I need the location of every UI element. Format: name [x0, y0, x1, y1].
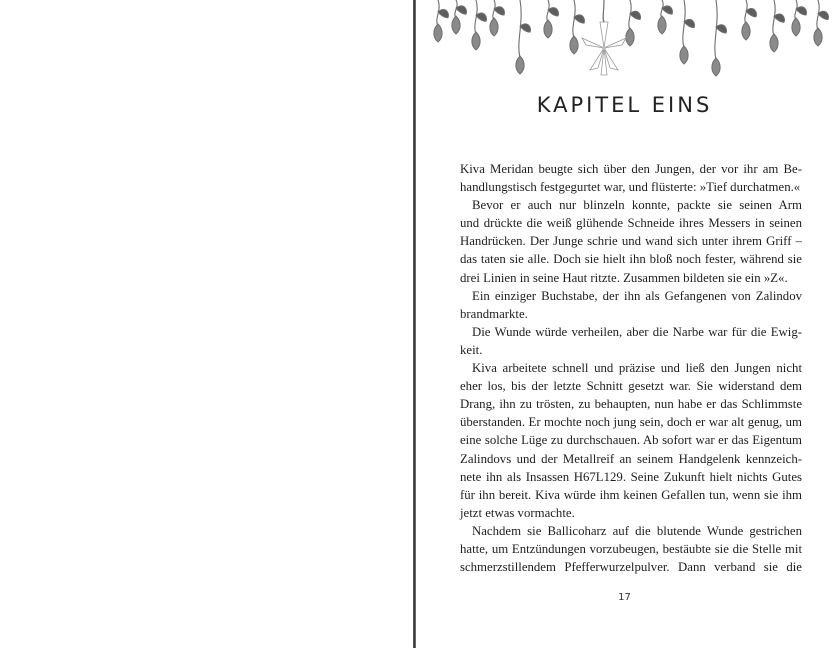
- leaf-icon: [662, 6, 673, 14]
- leaf-icon: [796, 7, 807, 15]
- text-line: Handrücken. Der Junge schrie und wand sich unter ihrem Griff –: [460, 234, 802, 249]
- flower-bud-icon: [814, 28, 822, 46]
- text-line: Nachdem sie Ballicoharz auf die blutende Wunde gestrichen: [472, 523, 802, 538]
- flower-bud-icon: [712, 58, 720, 76]
- text-line: brandmarkte.: [460, 306, 528, 321]
- flower-bud-icon: [770, 34, 778, 52]
- flower-bud-icon: [490, 18, 498, 36]
- leaf-icon: [716, 25, 727, 33]
- leaf-icon: [438, 10, 449, 18]
- text-line: das taten sie alle. Doch sie hielt ihn bloß noch fester, während sie: [460, 252, 802, 267]
- text-line: Kiva arbeitete schnell und präzise und ließ den Jungen nicht: [472, 361, 802, 376]
- flower-bud-icon: [544, 20, 552, 38]
- leaf-icon: [574, 15, 585, 23]
- flower-bud-icon: [680, 46, 688, 64]
- leaf-icon: [684, 19, 695, 27]
- text-line: Drang, ihn zu trösten, zu behaupten, nun habe er das Schlimmste: [460, 397, 802, 412]
- vine-stem: [519, 0, 521, 58]
- leaf-icon: [630, 11, 641, 19]
- flower-bud-icon: [742, 22, 750, 40]
- text-line: für ihn bereit. Kiva würde ihm keinen Gefallen tun, wenn sie ihm: [460, 487, 802, 502]
- text-line: jetzt etwas vormachte.: [460, 505, 575, 520]
- page-number: 17: [618, 592, 631, 603]
- flower-bud-icon: [452, 16, 460, 34]
- flower-bud-icon: [626, 28, 634, 46]
- lily-flower-icon: [582, 22, 626, 75]
- text-line: eher los, bis der letzte Schnitt gesetzt war. Sie widerstand dem: [460, 379, 802, 394]
- text-line: Ein einziger Buchstabe, der ihn als Gefangenen von Zalindov: [472, 288, 802, 303]
- text-line: keit.: [460, 342, 483, 357]
- right-page: [416, 0, 833, 648]
- flower-bud-icon: [792, 18, 800, 36]
- text-line: Zalindovs und der Metallreif an seinem Handgelenk kennzeich-: [460, 451, 802, 466]
- leaf-icon: [818, 11, 829, 19]
- chapter-body-text: [460, 160, 802, 576]
- flower-bud-icon: [516, 56, 524, 74]
- text-line: Kiva Meridan beugte sich über den Jungen, der vor ihr am Be-: [460, 162, 802, 176]
- text-line: hatte, um Entzündungen vorzubeugen, bestäubte sie die Stelle mit: [460, 541, 802, 556]
- text-line: eine solche Lüge zu durchschauen. Ab sofort war er das Eigentum: [460, 433, 802, 448]
- leaf-icon: [520, 24, 531, 32]
- leaf-icon: [548, 8, 559, 16]
- text-line: drei Linien in seine Haut ritzte. Zusammen bildeten sie ein »Z«.: [460, 270, 788, 285]
- text-line: handlungstisch festgegurtet war, und flüsterte: »Tief durchatmen.«: [460, 180, 801, 195]
- leaf-icon: [494, 7, 505, 15]
- leaf-icon: [774, 14, 785, 22]
- text-line: überstanden. Er mochte noch jung sein, doch er war alt genug, um: [460, 415, 802, 430]
- text-line: Die Wunde würde verheilen, aber die Narbe war für die Ewig-: [472, 324, 802, 339]
- leaf-icon: [456, 6, 467, 14]
- vine-stem: [683, 0, 685, 48]
- flower-bud-icon: [570, 36, 578, 54]
- flower-bud-icon: [658, 16, 666, 34]
- flower-bud-icon: [472, 32, 480, 50]
- hanging-flowers-ornament: [416, 0, 833, 82]
- flower-bud-icon: [434, 24, 442, 42]
- text-line: und drückte die weiß glühende Schneide ihres Messers in seinen: [460, 216, 802, 231]
- chapter-title: KAPITEL EINS: [536, 93, 713, 117]
- leaf-icon: [476, 13, 487, 21]
- text-line: schmerzstillendem Pfefferwurzelpulver. Dann verband sie die: [460, 560, 802, 575]
- left-blank-page: [0, 0, 414, 648]
- text-line: nete ihn als Insassen H67L129. Seine Zukunft hielt nichts Gutes: [460, 469, 802, 484]
- vine-stem: [715, 0, 717, 60]
- text-line: Bevor er auch nur blinzeln konnte, packte sie seinen Arm: [472, 198, 802, 213]
- leaf-icon: [746, 9, 757, 17]
